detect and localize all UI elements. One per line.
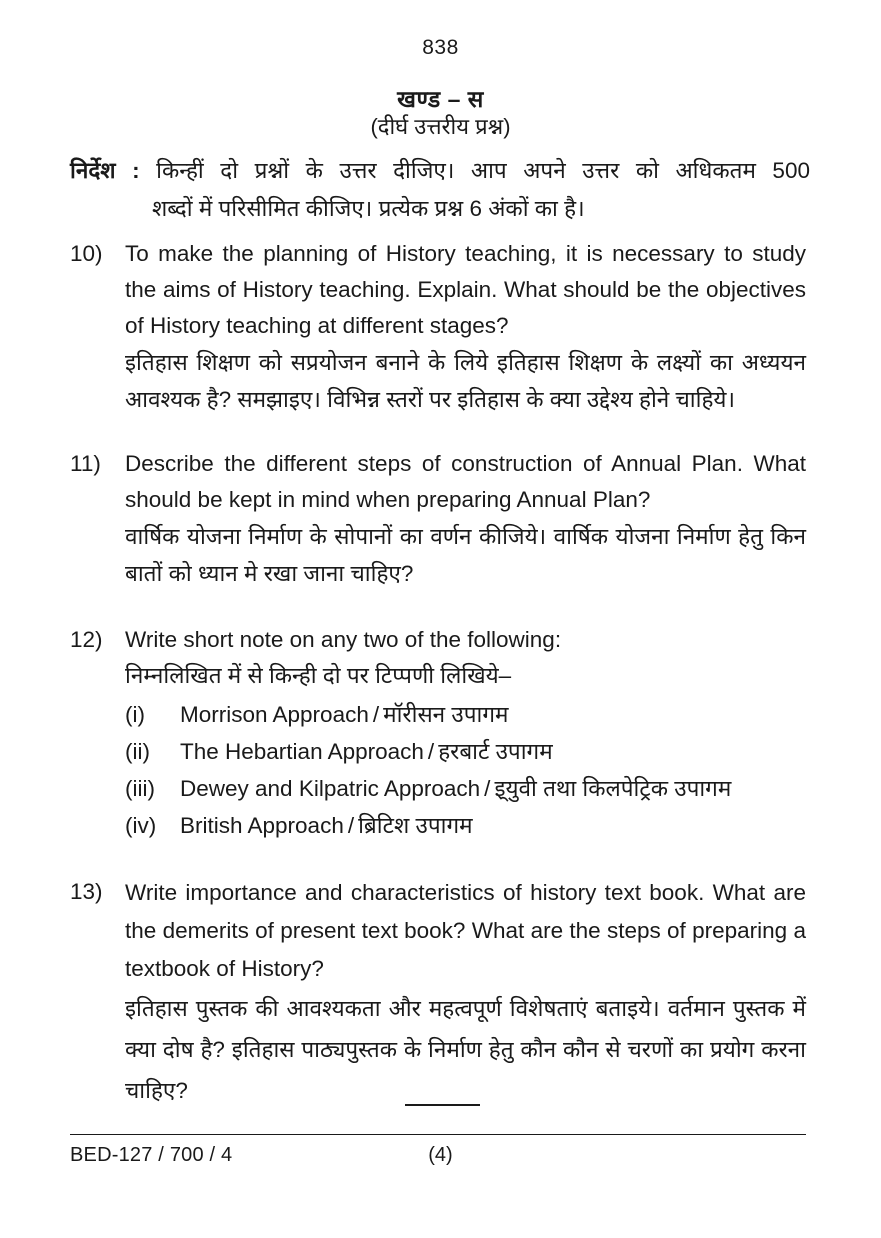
- subitem-text-english: Morrison Approach: [180, 702, 369, 727]
- question-text-english: Write importance and characteristics of history text book. What are the demerits of present text book? What are the steps of preparing a textbook of History?: [125, 880, 806, 981]
- subitem-separator: /: [347, 813, 355, 838]
- question-subitem-list: [125, 696, 806, 844]
- subitem-separator: /: [427, 739, 435, 764]
- subitem-marker: (iii): [125, 776, 155, 801]
- instruction-line-1: किन्हीं दो प्रश्नों के उत्तर दीजिए। आप अपने उत्तर को अधिकतम 500: [156, 158, 810, 183]
- subitem-text-hindi: ब्रिटिश उपागम: [358, 813, 473, 838]
- question-number: 13): [70, 879, 103, 904]
- subitem-text: [180, 813, 473, 838]
- footer-page-label: (4): [428, 1144, 453, 1166]
- footer-paper-code: BED-127 / 700 / 4: [70, 1144, 233, 1166]
- subitem-text-english: British Approach: [180, 813, 344, 838]
- subitem-text-english: Dewey and Kilpatric Approach: [180, 776, 481, 801]
- instruction-line-2: शब्दों में परिसीमित कीजिए। प्रत्येक प्रश्न 6 अंकों का है।: [152, 196, 585, 221]
- question-subitem: [125, 733, 806, 770]
- question-item: [0, 622, 881, 844]
- subitem-text-english: The Hebartian Approach: [180, 739, 424, 764]
- subitem-text: [180, 776, 731, 801]
- subitem-marker: (i): [125, 702, 145, 727]
- question-subitem: [125, 696, 806, 733]
- end-of-section-rule: [405, 1104, 480, 1106]
- footer-divider: [70, 1134, 806, 1135]
- subitem-separator: /: [484, 776, 491, 801]
- subitem-marker: (ii): [125, 739, 150, 764]
- question-number: 10): [70, 241, 103, 266]
- question-number: 11): [70, 451, 101, 476]
- section-subtitle: (दीर्घ उत्तरीय प्रश्न): [370, 114, 511, 139]
- question-list: [0, 236, 881, 1111]
- section-title: खण्ड – स: [397, 86, 484, 112]
- subitem-text: [180, 702, 508, 727]
- question-item: [0, 236, 881, 418]
- subitem-text-hindi: इ्युवी तथा किलपेट्रिक उपागम: [494, 776, 732, 801]
- subitem-marker: (iv): [125, 813, 157, 838]
- question-text-hindi: इतिहास पुस्तक की आवश्यकता और महत्वपूर्ण विशेषताएं बताइये। वर्तमान पुस्तक में क्या दोष है? इतिहास पाठ्यपुस्तक के निर्माण हेतु कौन कौन से चरणों का प्रयोग करना चाहिए?: [125, 996, 806, 1103]
- instruction-label: निर्देश :: [70, 158, 140, 183]
- subitem-text-hindi: मॉरीसन उपागम: [383, 702, 509, 727]
- question-item: [0, 446, 881, 592]
- question-item: [0, 874, 881, 1111]
- subitem-separator: /: [372, 702, 380, 727]
- question-subitem: [125, 770, 806, 807]
- subitem-text: [180, 739, 553, 764]
- page-number-header: 838: [422, 36, 459, 59]
- question-number: 12): [70, 627, 103, 652]
- question-text-hindi: इतिहास शिक्षण को सप्रयोजन बनाने के लिये इतिहास शिक्षण के लक्ष्यों का अध्ययन आवश्यक है? समझाइए। विभिन्न स्तरों पर इतिहास के क्या उद्देश्य होने चाहिये।: [125, 350, 806, 412]
- question-text-english: Write short note on any two of the following:: [125, 627, 562, 652]
- subitem-text-hindi: हरबार्ट उपागम: [438, 739, 553, 764]
- instruction-block: [70, 152, 810, 228]
- question-text-english: To make the planning of History teaching, it is necessary to study the aims of History teaching. Explain. What should be the objectives of History teaching at different stages?: [125, 241, 806, 338]
- question-text-hindi: निम्नलिखित में से किन्ही दो पर टिप्पणी लिखिये–: [125, 663, 512, 688]
- question-subitem: [125, 807, 806, 844]
- question-text-hindi: वार्षिक योजना निर्माण के सोपानों का वर्णन कीजिये। वार्षिक योजना निर्माण हेतु किन बातों को ध्यान मे रखा जाना चाहिए?: [125, 524, 806, 586]
- question-text-english: Describe the different steps of construction of Annual Plan. What should be kept in mind when preparing Annual Plan?: [125, 451, 806, 512]
